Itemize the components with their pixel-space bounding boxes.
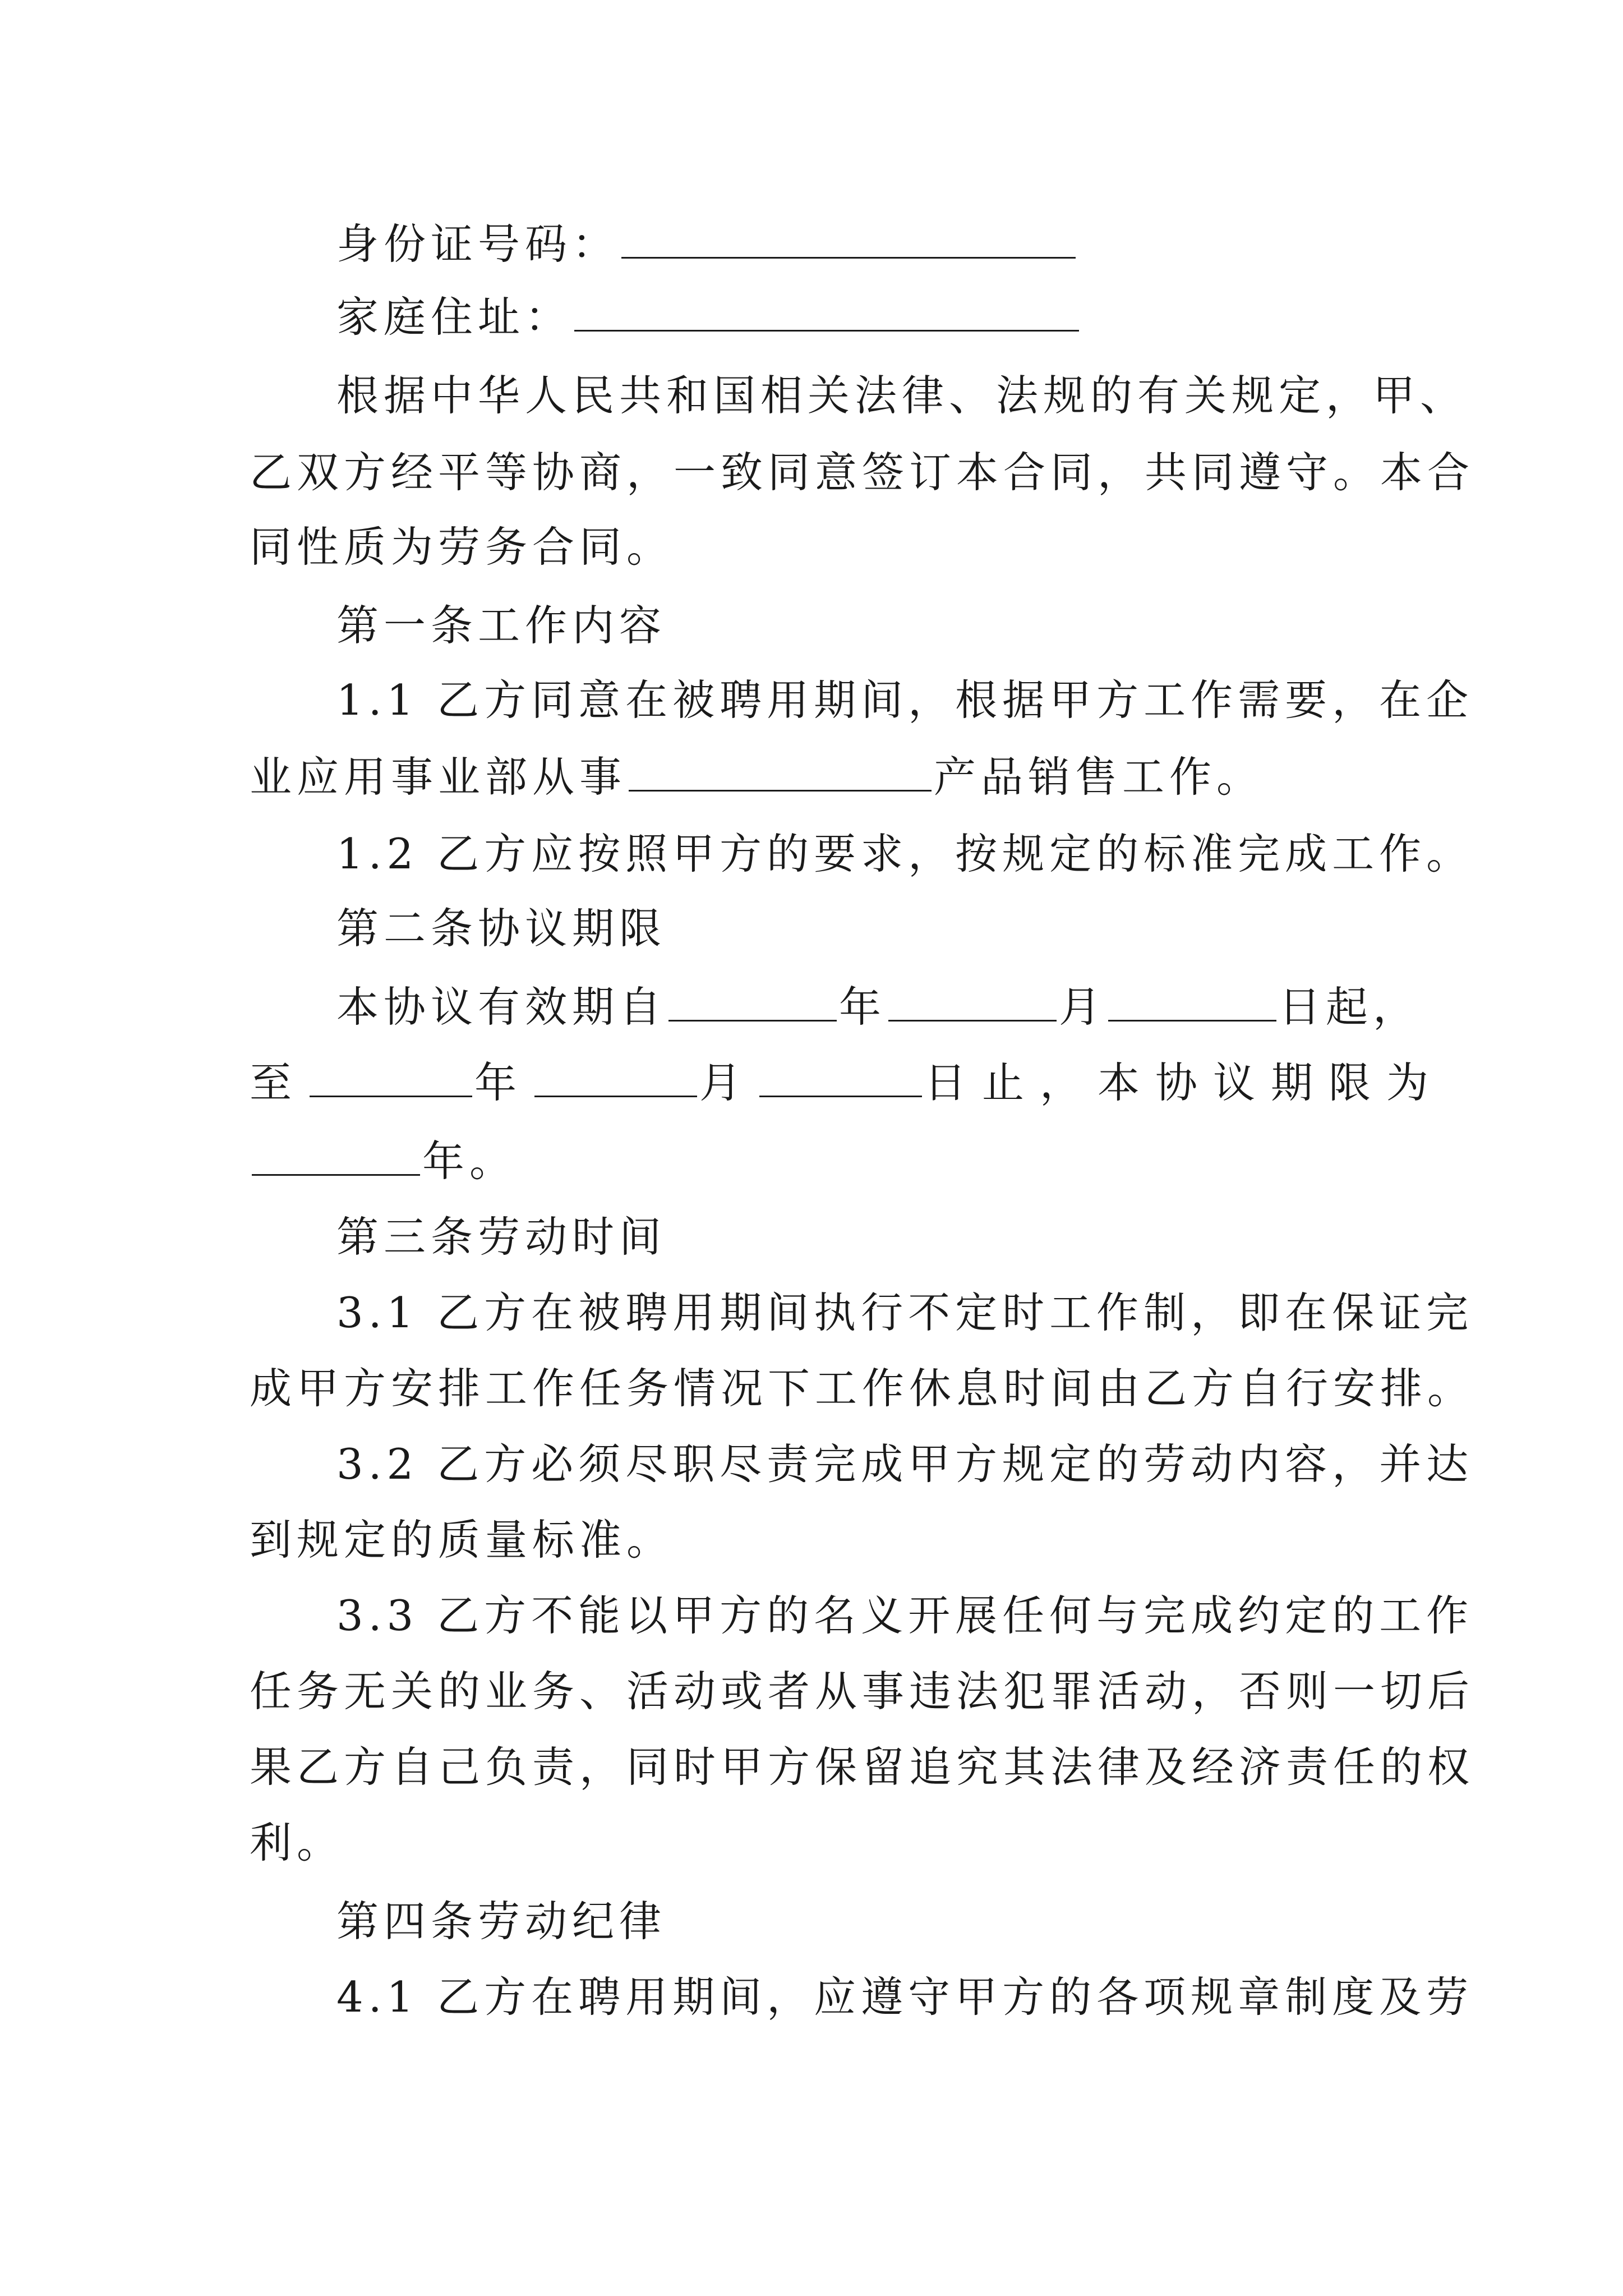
term-text-from: 本协议有效期自 (336, 982, 667, 1032)
term-text-to: 至 (250, 1058, 308, 1107)
end-day-label: 日止，本协议期限为 (924, 1058, 1445, 1107)
term-year-label: 年 (839, 982, 887, 1032)
end-year-blank (310, 1056, 472, 1097)
article2-title: 第二条协议期限 (336, 904, 667, 953)
term-month-label: 月 (1059, 982, 1106, 1032)
end-month-blank (534, 1056, 697, 1097)
id-number-blank (621, 218, 1076, 259)
article2-line1 (336, 979, 1486, 1035)
address-blank (574, 291, 1079, 332)
end-month-label: 月 (699, 1058, 758, 1107)
article4-p1-line1: 4.1 乙方在聘用期间，应遵守甲方的各项规章制度及劳 (336, 1972, 1474, 2022)
article3-p2-line2: 到规定的质量标准。 (250, 1515, 674, 1565)
end-year-label: 年 (474, 1058, 533, 1107)
article1-p1-text-a: 业应用事业部从事 (250, 752, 627, 802)
end-day-blank (759, 1056, 922, 1097)
article2-line2 (250, 1055, 1445, 1111)
article3-title: 第三条劳动时间 (336, 1212, 667, 1262)
article1-title: 第一条工作内容 (336, 601, 667, 650)
product-blank (629, 751, 932, 792)
article1-p1-line2 (250, 749, 1399, 805)
article1-p1-line1: 1.1 乙方同意在被聘用期间，根据甲方工作需要，在企 (336, 675, 1474, 725)
article3-p3-line3: 果乙方自己负责，同时甲方保留追究其法律及经济责任的权 (250, 1742, 1475, 1792)
start-day-blank (1108, 981, 1276, 1022)
article1-p2: 1.2 乙方应按照甲方的要求，按规定的标准完成工作。 (336, 829, 1474, 878)
id-number-line (336, 216, 1486, 272)
article4-title: 第四条劳动纪律 (336, 1897, 667, 1946)
article2-line3 (250, 1133, 1399, 1189)
address-label: 家庭住址： (336, 292, 573, 342)
intro-line-3: 同性质为劳务合同。 (250, 522, 674, 572)
article3-p3-line4: 利。 (250, 1818, 344, 1867)
article3-p1-line1: 3.1 乙方在被聘用期间执行不定时工作制，即在保证完 (336, 1288, 1474, 1337)
article1-p1-text-b: 产品销售工作。 (934, 752, 1264, 802)
term-day-label: 日起， (1279, 982, 1421, 1032)
address-line (336, 289, 1486, 345)
article3-p2-line1: 3.2 乙方必须尽职尽责完成甲方规定的劳动内容，并达 (336, 1439, 1474, 1489)
article3-p3-line1: 3.3 乙方不能以甲方的名义开展任何与完成约定的工作 (336, 1591, 1474, 1640)
term-years-blank (252, 1135, 420, 1176)
intro-line-2: 乙双方经平等协商，一致同意签订本合同，共同遵守。本合 (250, 448, 1475, 497)
start-year-blank (668, 981, 837, 1022)
id-number-label: 身份证号码： (336, 219, 620, 269)
article3-p3-line2: 任务无关的业务、活动或者从事违法犯罪活动，否则一切后 (250, 1667, 1475, 1716)
start-month-blank (888, 981, 1057, 1022)
term-years-label: 年。 (422, 1137, 517, 1186)
article3-p1-line2: 成甲方安排工作任务情况下工作休息时间由乙方自行安排。 (250, 1364, 1475, 1413)
intro-line-1: 根据中华人民共和国相关法律、法规的有关规定，甲、 (336, 371, 1468, 420)
